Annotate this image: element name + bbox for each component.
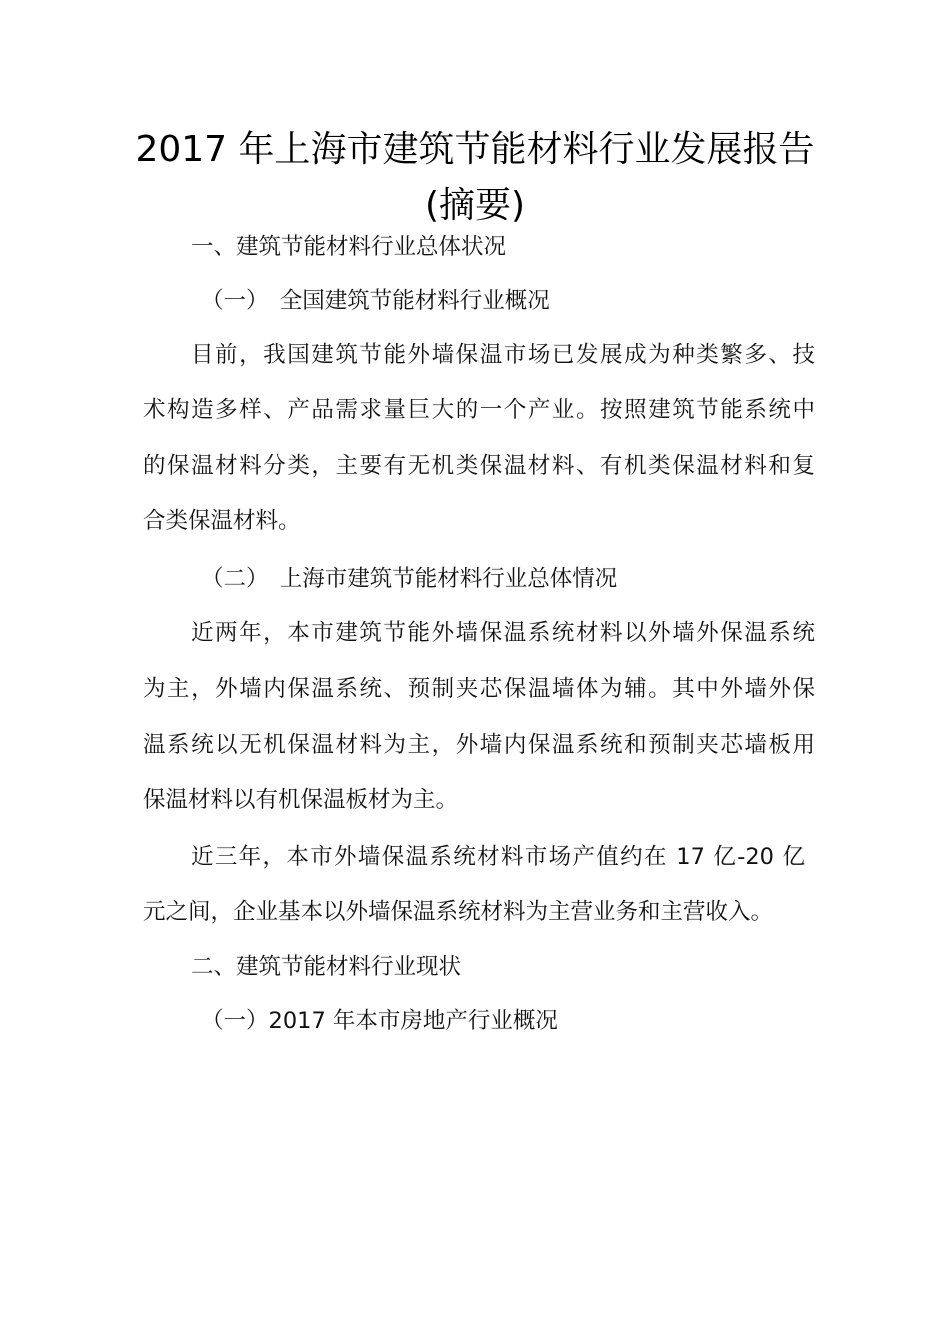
document-title: 2017 年上海市建筑节能材料行业发展报告 <box>135 129 815 170</box>
section-heading-1: 一、建筑节能材料行业总体状况 <box>191 234 507 260</box>
paragraph-line: 保温材料以有机保温板材为主。 <box>143 787 459 813</box>
paragraph-line: 近三年，本市外墙保温系统材料市场产值约在 17 亿-20 亿 <box>191 844 805 870</box>
subsection-heading-2-1: （一）2017 年本市房地产行业概况 <box>201 1008 558 1034</box>
paragraph-line: 为主，外墙内保温系统、预制夹芯保温墙体为辅。其中外墙外保 <box>143 676 815 702</box>
paragraph-line: 术构造多样、产品需求量巨大的一个产业。按照建筑节能系统中 <box>143 397 815 423</box>
document-subtitle: (摘要) <box>424 185 526 226</box>
paragraph-line: 合类保温材料。 <box>143 508 301 534</box>
paragraph-line: 的保温材料分类，主要有无机类保温材料、有机类保温材料和复 <box>143 453 815 479</box>
paragraph-line: 近两年，本市建筑节能外墙保温系统材料以外墙外保温系统 <box>191 620 815 646</box>
subsection-heading-1-1: （一） 全国建筑节能材料行业概况 <box>201 288 550 314</box>
paragraph-line: 元之间，企业基本以外墙保温系统材料为主营业务和主营收入。 <box>143 899 774 925</box>
paragraph-line: 温系统以无机保温材料为主，外墙内保温系统和预制夹芯墙板用 <box>143 732 815 758</box>
section-heading-2: 二、建筑节能材料行业现状 <box>191 954 462 980</box>
subsection-heading-1-2: （二） 上海市建筑节能材料行业总体情况 <box>201 566 618 592</box>
paragraph-line: 目前，我国建筑节能外墙保温市场已发展成为种类繁多、技 <box>191 342 815 368</box>
